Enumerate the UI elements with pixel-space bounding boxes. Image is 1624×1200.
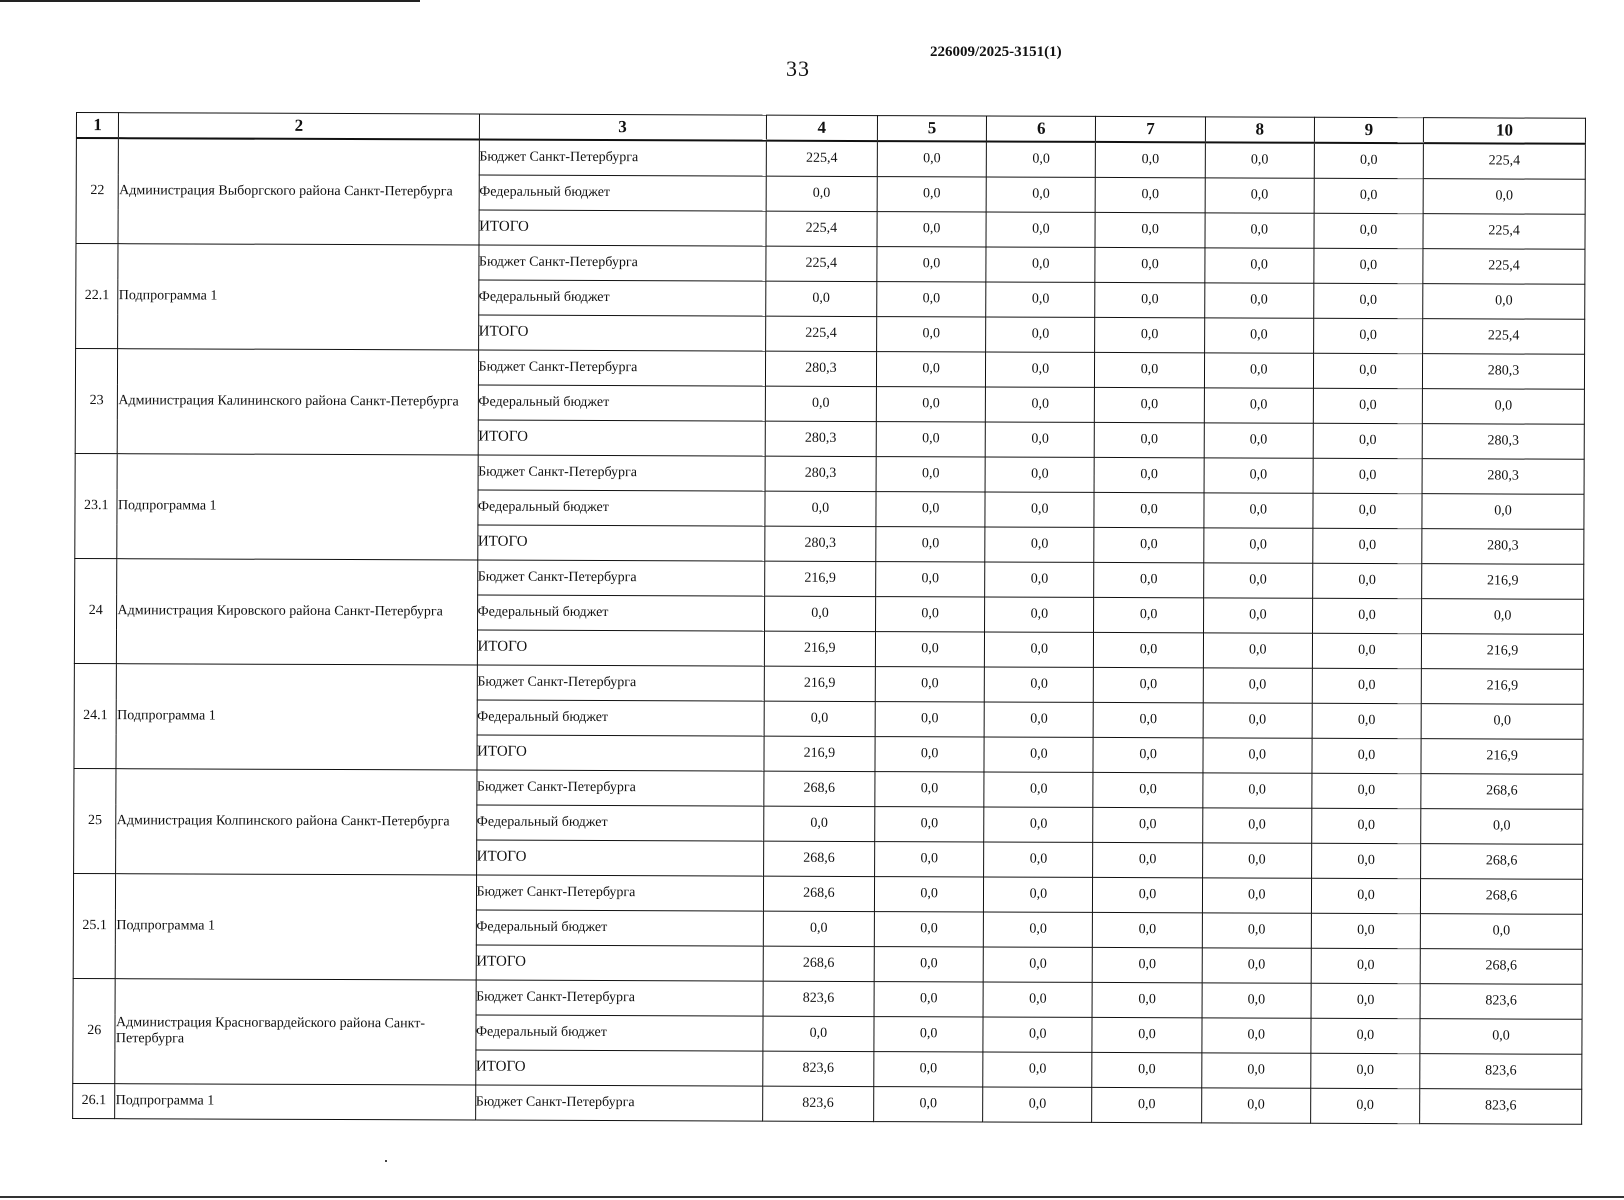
value-cell: 0,0 — [1311, 913, 1420, 948]
value-cell: 0,0 — [983, 1087, 1092, 1122]
value-cell: 0,0 — [876, 457, 985, 492]
value-cell: 280,3 — [1423, 354, 1585, 390]
organization-name-cell: Подпрограмма 1 — [116, 664, 476, 770]
value-cell: 0,0 — [983, 1017, 1092, 1052]
value-cell: 0,0 — [984, 667, 1093, 702]
value-cell: 0,0 — [983, 1052, 1092, 1087]
table-row — [73, 873, 1582, 914]
value-cell: 0,0 — [1093, 912, 1202, 947]
value-cell: 0,0 — [1205, 142, 1314, 178]
table-row — [76, 138, 1585, 179]
row-number-cell: 26 — [73, 978, 116, 1083]
value-cell: 0,0 — [1420, 914, 1582, 950]
funding-source-cell: Федеральный бюджет — [478, 280, 765, 316]
value-cell: 0,0 — [875, 632, 984, 667]
value-cell: 0,0 — [1311, 1088, 1420, 1123]
table-row — [75, 453, 1584, 494]
value-cell: 0,0 — [875, 737, 984, 772]
funding-source-cell: Бюджет Санкт-Петербурга — [478, 350, 765, 386]
column-header: 4 — [766, 115, 877, 141]
organization-name-cell: Администрация Колпинского района Санкт-Петербурга — [116, 769, 476, 875]
value-cell: 0,0 — [1204, 493, 1313, 528]
value-cell: 0,0 — [1311, 843, 1420, 878]
value-cell: 0,0 — [1423, 179, 1585, 215]
value-cell: 0,0 — [984, 702, 1093, 737]
row-number-cell: 22.1 — [76, 244, 119, 349]
value-cell: 0,0 — [1203, 598, 1312, 633]
document-code: 226009/2025-3151(1) — [930, 44, 1062, 60]
table-row — [74, 663, 1583, 704]
funding-source-cell: Бюджет Санкт-Петербурга — [478, 455, 765, 491]
value-cell: 268,6 — [1421, 844, 1583, 880]
funding-source-cell: Бюджет Санкт-Петербурга — [476, 875, 763, 911]
organization-name-cell: Подпрограмма 1 — [117, 454, 477, 560]
value-cell: 0,0 — [1422, 389, 1584, 425]
value-cell: 0,0 — [876, 352, 985, 387]
value-cell: 0,0 — [1423, 284, 1585, 320]
value-cell: 0,0 — [984, 737, 1093, 772]
value-cell: 0,0 — [1204, 318, 1313, 353]
value-cell: 0,0 — [1202, 773, 1311, 808]
funding-source-cell: ИТОГО — [478, 315, 765, 351]
value-cell: 0,0 — [877, 212, 986, 247]
value-cell: 0,0 — [875, 842, 984, 877]
value-cell: 0,0 — [1420, 1019, 1582, 1055]
table-row — [75, 349, 1584, 390]
value-cell: 216,9 — [1422, 564, 1584, 600]
value-cell: 0,0 — [1202, 948, 1311, 983]
value-cell: 0,0 — [1203, 703, 1312, 738]
funding-source-cell: Федеральный бюджет — [476, 910, 763, 946]
value-cell: 0,0 — [763, 911, 874, 946]
value-cell: 0,0 — [1314, 178, 1423, 213]
value-cell: 0,0 — [1201, 1053, 1310, 1088]
value-cell: 0,0 — [1311, 983, 1420, 1018]
value-cell: 0,0 — [1093, 877, 1202, 912]
funding-source-cell: ИТОГО — [477, 630, 764, 666]
value-cell: 0,0 — [763, 806, 874, 841]
value-cell: 0,0 — [1312, 738, 1421, 773]
table-row — [75, 558, 1584, 599]
value-cell: 0,0 — [1092, 1017, 1201, 1052]
value-cell: 0,0 — [1314, 213, 1423, 248]
value-cell: 0,0 — [1204, 458, 1313, 493]
value-cell: 0,0 — [1313, 458, 1422, 493]
value-cell: 0,0 — [1096, 142, 1205, 178]
value-cell: 0,0 — [1095, 247, 1204, 282]
budget-table-sheet — [72, 112, 1586, 1125]
value-cell: 0,0 — [877, 177, 986, 212]
funding-source-cell: Федеральный бюджет — [478, 385, 765, 421]
value-cell: 216,9 — [1421, 634, 1583, 670]
value-cell: 0,0 — [877, 247, 986, 282]
funding-source-cell: Бюджет Санкт-Петербурга — [479, 140, 766, 177]
row-number-cell: 24.1 — [74, 663, 117, 768]
value-cell: 0,0 — [985, 632, 1094, 667]
value-cell: 0,0 — [985, 457, 1094, 492]
page-number: 33 — [786, 56, 810, 81]
value-cell: 0,0 — [764, 596, 875, 631]
value-cell: 225,4 — [1423, 214, 1585, 250]
funding-source-cell: Федеральный бюджет — [477, 595, 764, 631]
value-cell: 0,0 — [984, 842, 1093, 877]
value-cell: 0,0 — [983, 947, 1092, 982]
value-cell: 0,0 — [874, 982, 983, 1017]
value-cell: 0,0 — [766, 176, 877, 211]
value-cell: 0,0 — [876, 597, 985, 632]
value-cell: 0,0 — [1202, 913, 1311, 948]
value-cell: 0,0 — [1421, 704, 1583, 740]
value-cell: 0,0 — [1312, 808, 1421, 843]
value-cell: 823,6 — [1420, 1054, 1582, 1090]
value-cell: 0,0 — [765, 491, 876, 526]
organization-name-cell: Администрация Красногвардейского района Санкт-Петербурга — [115, 979, 475, 1085]
column-header: 5 — [877, 116, 986, 142]
value-cell: 0,0 — [986, 317, 1095, 352]
value-cell: 0,0 — [1311, 1018, 1420, 1053]
value-cell: 225,4 — [765, 316, 876, 351]
table-row — [73, 1083, 1582, 1124]
funding-source-cell: ИТОГО — [476, 945, 763, 981]
value-cell: 0,0 — [1204, 353, 1313, 388]
value-cell: 0,0 — [1093, 807, 1202, 842]
value-cell: 268,6 — [1420, 949, 1582, 985]
value-cell: 0,0 — [1313, 423, 1422, 458]
value-cell: 268,6 — [1421, 879, 1583, 915]
value-cell: 0,0 — [1313, 388, 1422, 423]
value-cell: 0,0 — [1095, 422, 1204, 457]
organization-name-cell: Подпрограмма 1 — [118, 244, 478, 350]
value-cell: 0,0 — [1312, 703, 1421, 738]
value-cell: 0,0 — [1094, 667, 1203, 702]
value-cell: 0,0 — [1093, 772, 1202, 807]
funding-source-cell: Бюджет Санкт-Петербурга — [476, 770, 763, 806]
value-cell: 0,0 — [1096, 177, 1205, 212]
value-cell: 0,0 — [763, 1016, 874, 1051]
value-cell: 823,6 — [1420, 1089, 1582, 1125]
value-cell: 0,0 — [1094, 632, 1203, 667]
value-cell: 0,0 — [877, 282, 986, 317]
value-cell: 0,0 — [1205, 178, 1314, 213]
row-number-cell: 24 — [74, 558, 117, 663]
value-cell: 0,0 — [1093, 737, 1202, 772]
column-header: 9 — [1314, 117, 1423, 143]
funding-source-cell: ИТОГО — [478, 420, 765, 456]
column-header: 10 — [1423, 118, 1585, 144]
value-cell: 0,0 — [877, 141, 986, 177]
value-cell: 0,0 — [1205, 213, 1314, 248]
value-cell: 280,3 — [765, 526, 876, 561]
row-number-cell: 23 — [75, 349, 118, 454]
value-cell: 0,0 — [1314, 143, 1423, 179]
organization-name-cell: Администрация Выборгского района Санкт-Петербурга — [118, 138, 478, 245]
value-cell: 0,0 — [984, 877, 1093, 912]
value-cell: 0,0 — [1202, 808, 1311, 843]
value-cell: 0,0 — [765, 281, 876, 316]
value-cell: 0,0 — [874, 1052, 983, 1087]
funding-source-cell: Федеральный бюджет — [477, 490, 764, 526]
value-cell: 216,9 — [1421, 669, 1583, 705]
value-cell: 0,0 — [985, 492, 1094, 527]
value-cell: 0,0 — [1314, 248, 1423, 283]
scan-speck — [385, 1160, 387, 1162]
column-header: 6 — [987, 116, 1096, 142]
value-cell: 0,0 — [1093, 947, 1202, 982]
value-cell: 0,0 — [986, 212, 1095, 247]
value-cell: 0,0 — [1092, 1052, 1201, 1087]
value-cell: 0,0 — [1094, 457, 1203, 492]
value-cell: 0,0 — [874, 1017, 983, 1052]
value-cell: 0,0 — [984, 912, 1093, 947]
funding-source-cell: Федеральный бюджет — [476, 805, 763, 841]
column-header: 8 — [1205, 117, 1314, 143]
value-cell: 225,4 — [1423, 143, 1585, 179]
table-row — [76, 244, 1585, 285]
column-header: 2 — [119, 113, 479, 140]
value-cell: 0,0 — [1204, 423, 1313, 458]
value-cell: 0,0 — [765, 386, 876, 421]
value-cell: 0,0 — [1313, 528, 1422, 563]
value-cell: 0,0 — [1092, 1087, 1201, 1122]
value-cell: 0,0 — [1421, 809, 1583, 845]
value-cell: 0,0 — [1314, 283, 1423, 318]
value-cell: 0,0 — [1094, 492, 1203, 527]
bottom-scan-rule — [0, 1196, 1624, 1198]
value-cell: 0,0 — [1202, 843, 1311, 878]
value-cell: 0,0 — [875, 772, 984, 807]
column-header: 1 — [76, 113, 119, 139]
funding-source-cell: ИТОГО — [475, 1050, 762, 1086]
value-cell: 0,0 — [1094, 702, 1203, 737]
value-cell: 0,0 — [1312, 773, 1421, 808]
organization-name-cell: Подпрограмма 1 — [116, 874, 476, 980]
value-cell: 0,0 — [1312, 633, 1421, 668]
row-number-cell: 25.1 — [73, 873, 116, 978]
value-cell: 0,0 — [986, 177, 1095, 212]
value-cell: 268,6 — [1421, 774, 1583, 810]
value-cell: 225,4 — [1423, 319, 1585, 355]
value-cell: 268,6 — [763, 841, 874, 876]
value-cell: 216,9 — [764, 631, 875, 666]
value-cell: 823,6 — [762, 1086, 873, 1121]
value-cell: 280,3 — [765, 456, 876, 491]
funding-source-cell: Бюджет Санкт-Петербурга — [476, 980, 763, 1016]
value-cell: 0,0 — [876, 422, 985, 457]
value-cell: 280,3 — [1422, 529, 1584, 565]
row-number-cell: 22 — [76, 138, 119, 244]
value-cell: 0,0 — [1203, 633, 1312, 668]
value-cell: 0,0 — [1095, 317, 1204, 352]
value-cell: 0,0 — [985, 527, 1094, 562]
budget-table — [72, 112, 1586, 1125]
value-cell: 823,6 — [763, 981, 874, 1016]
value-cell: 0,0 — [874, 947, 983, 982]
funding-source-cell: ИТОГО — [476, 840, 763, 876]
value-cell: 0,0 — [875, 807, 984, 842]
funding-source-cell: Федеральный бюджет — [477, 700, 764, 736]
value-cell: 0,0 — [1203, 563, 1312, 598]
value-cell: 0,0 — [876, 492, 985, 527]
value-cell: 0,0 — [1094, 562, 1203, 597]
value-cell: 0,0 — [1312, 668, 1421, 703]
funding-source-cell: ИТОГО — [477, 525, 764, 561]
value-cell: 0,0 — [1094, 597, 1203, 632]
row-number-cell: 23.1 — [75, 453, 118, 558]
funding-source-cell: ИТОГО — [479, 210, 766, 246]
funding-source-cell: Бюджет Санкт-Петербурга — [478, 245, 765, 281]
value-cell: 0,0 — [1203, 668, 1312, 703]
value-cell: 0,0 — [1311, 1053, 1420, 1088]
value-cell: 225,4 — [1423, 249, 1585, 285]
value-cell: 0,0 — [986, 387, 1095, 422]
value-cell: 280,3 — [1422, 459, 1584, 495]
value-cell: 268,6 — [763, 876, 874, 911]
value-cell: 0,0 — [874, 1087, 983, 1122]
value-cell: 0,0 — [1203, 528, 1312, 563]
table-row — [74, 768, 1583, 809]
funding-source-cell: ИТОГО — [476, 735, 763, 771]
value-cell: 268,6 — [763, 946, 874, 981]
value-cell: 0,0 — [876, 387, 985, 422]
value-cell: 823,6 — [1420, 984, 1582, 1020]
funding-source-cell: Бюджет Санкт-Петербурга — [477, 560, 764, 596]
value-cell: 0,0 — [1092, 982, 1201, 1017]
value-cell: 0,0 — [875, 702, 984, 737]
value-cell: 0,0 — [1201, 1088, 1310, 1123]
value-cell: 225,4 — [766, 141, 877, 177]
organization-name-cell: Администрация Калининского района Санкт-Петербурга — [118, 349, 478, 455]
organization-name-cell: Администрация Кировского района Санкт-Петербурга — [117, 559, 477, 665]
column-header: 3 — [479, 114, 766, 141]
value-cell: 0,0 — [1095, 387, 1204, 422]
value-cell: 268,6 — [764, 771, 875, 806]
value-cell: 216,9 — [764, 736, 875, 771]
value-cell: 0,0 — [984, 807, 1093, 842]
value-cell: 0,0 — [1095, 352, 1204, 387]
value-cell: 0,0 — [1205, 248, 1314, 283]
value-cell: 0,0 — [1095, 282, 1204, 317]
value-cell: 0,0 — [1093, 842, 1202, 877]
value-cell: 0,0 — [986, 352, 1095, 387]
value-cell: 0,0 — [1202, 983, 1311, 1018]
value-cell: 0,0 — [1311, 878, 1420, 913]
value-cell: 0,0 — [1204, 283, 1313, 318]
value-cell: 225,4 — [766, 211, 877, 246]
value-cell: 280,3 — [1422, 424, 1584, 460]
value-cell: 0,0 — [1202, 878, 1311, 913]
value-cell: 0,0 — [876, 562, 985, 597]
value-cell: 0,0 — [1422, 494, 1584, 530]
funding-source-cell: Бюджет Санкт-Петербурга — [475, 1085, 762, 1121]
value-cell: 0,0 — [1204, 388, 1313, 423]
value-cell: 0,0 — [764, 701, 875, 736]
value-cell: 0,0 — [985, 562, 1094, 597]
value-cell: 0,0 — [877, 317, 986, 352]
value-cell: 0,0 — [875, 667, 984, 702]
value-cell: 0,0 — [1311, 948, 1420, 983]
value-cell: 0,0 — [1422, 599, 1584, 635]
value-cell: 0,0 — [984, 772, 1093, 807]
value-cell: 280,3 — [765, 351, 876, 386]
value-cell: 0,0 — [1313, 563, 1422, 598]
value-cell: 823,6 — [763, 1051, 874, 1086]
value-cell: 0,0 — [985, 422, 1094, 457]
row-number-cell: 26.1 — [73, 1083, 116, 1118]
value-cell: 0,0 — [874, 912, 983, 947]
top-scan-rule — [0, 0, 420, 2]
value-cell: 225,4 — [766, 246, 877, 281]
value-cell: 280,3 — [765, 421, 876, 456]
funding-source-cell: Федеральный бюджет — [475, 1015, 762, 1051]
value-cell: 0,0 — [1313, 353, 1422, 388]
value-cell: 0,0 — [1202, 1018, 1311, 1053]
value-cell: 0,0 — [874, 877, 983, 912]
value-cell: 0,0 — [1312, 598, 1421, 633]
funding-source-cell: Бюджет Санкт-Петербурга — [477, 665, 764, 701]
value-cell: 0,0 — [985, 597, 1094, 632]
value-cell: 0,0 — [1094, 527, 1203, 562]
value-cell: 0,0 — [1095, 212, 1204, 247]
value-cell: 0,0 — [986, 247, 1095, 282]
row-number-cell: 25 — [74, 768, 117, 873]
value-cell: 0,0 — [983, 982, 1092, 1017]
column-header: 7 — [1096, 116, 1205, 142]
value-cell: 0,0 — [1313, 493, 1422, 528]
value-cell: 0,0 — [1313, 318, 1422, 353]
value-cell: 0,0 — [876, 527, 985, 562]
value-cell: 0,0 — [1203, 738, 1312, 773]
table-body — [73, 138, 1586, 1124]
funding-source-cell: Федеральный бюджет — [479, 175, 766, 211]
organization-name-cell: Подпрограмма 1 — [115, 1084, 475, 1120]
table-row — [73, 978, 1582, 1019]
value-cell: 0,0 — [986, 282, 1095, 317]
value-cell: 216,9 — [764, 561, 875, 596]
value-cell: 216,9 — [764, 666, 875, 701]
value-cell: 0,0 — [986, 141, 1095, 177]
value-cell: 216,9 — [1421, 739, 1583, 775]
